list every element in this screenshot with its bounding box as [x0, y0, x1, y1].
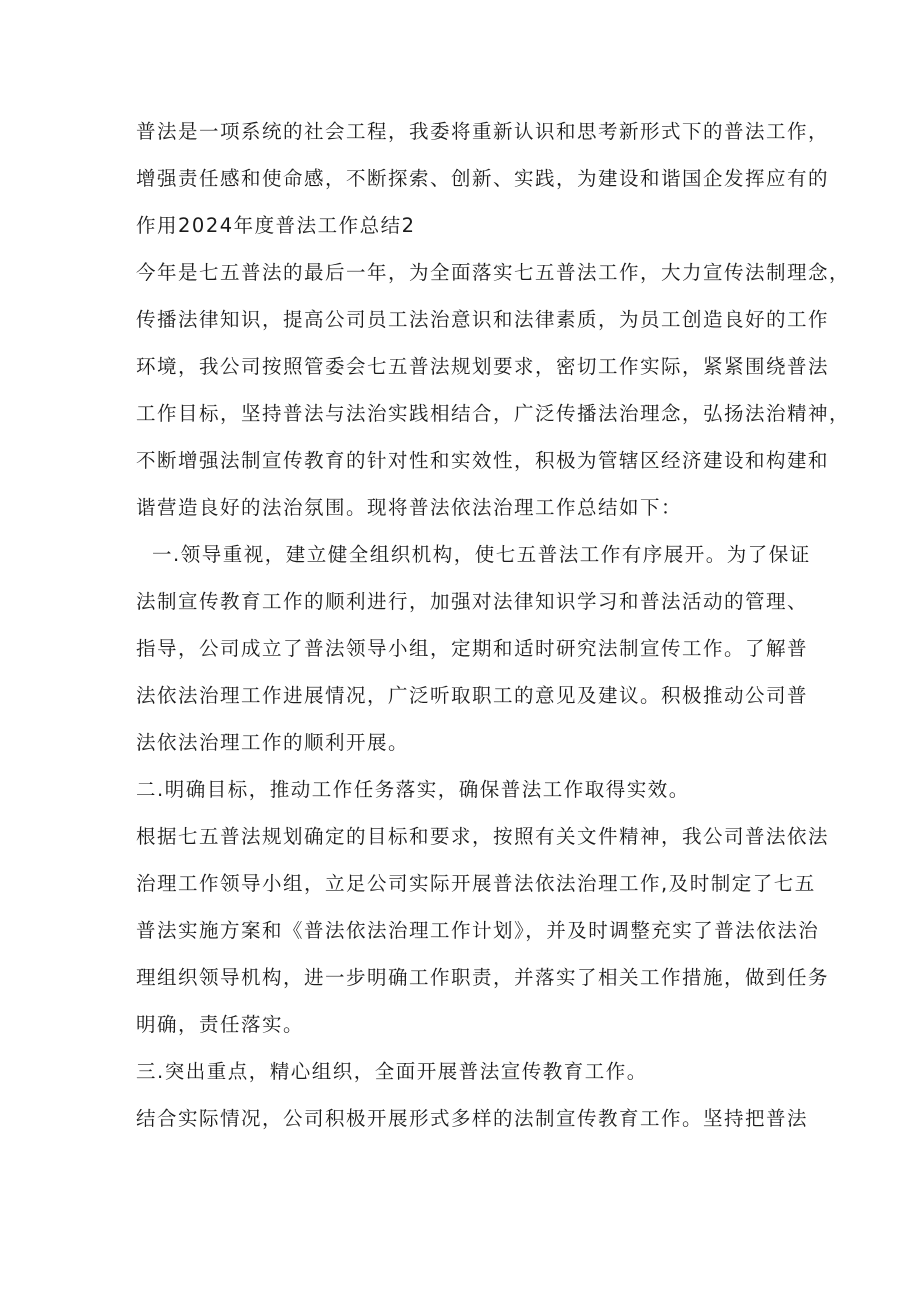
text-line: 工作目标，坚持普法与法治实践相结合，广泛传播法治理念，弘扬法治精神， — [136, 402, 851, 425]
text-line: 普法实施方案和《普法依法治理工作计划》，并及时调整充实了普法依法治 — [136, 919, 820, 942]
text-line: 根据七五普法规划确定的目标和要求，按照有关文件精神，我公司普法依法 — [136, 825, 830, 848]
text-line: 指导，公司成立了普法领导小组，定期和适时研究法制宣传工作。了解普 — [136, 637, 809, 660]
text-line: 法制宣传教育工作的顺利进行，加强对法律知识学习和普法活动的管理、 — [136, 590, 809, 613]
text-line: 法依法治理工作进展情况，广泛听取职工的意见及建议。积极推动公司普 — [136, 684, 809, 707]
section-heading-3: 三.突出重点，精心组织，全面开展普法宣传教育工作。 — [136, 1060, 648, 1083]
text-line: 法依法治理工作的顺利开展。 — [136, 731, 410, 754]
text-line: 今年是七五普法的最后一年，为全面落实七五普法工作，大力宣传法制理念， — [136, 261, 851, 284]
text-line: 增强责任感和使命感，不断探索、创新、实践，为建设和谐国企发挥应有的 — [136, 167, 830, 190]
text-line: 治理工作领导小组，立足公司实际开展普法依法治理工作,及时制定了七五 — [136, 872, 816, 895]
text-line: 普法是一项系统的社会工程，我委将重新认识和思考新形式下的普法工作， — [136, 120, 830, 143]
document-body — [136, 112, 851, 1146]
text-line: 作用2024年度普法工作总结2 — [136, 214, 416, 237]
text-line: 理组织领导机构，进一步明确工作职责，并落实了相关工作措施，做到任务 — [136, 966, 830, 989]
section-heading-2: 二.明确目标，推动工作任务落实，确保普法工作取得实效。 — [136, 778, 690, 801]
text-line: 明确，责任落实。 — [136, 1013, 305, 1036]
text-line: 结合实际情况，公司积极开展形式多样的法制宣传教育工作。坚持把普法 — [136, 1107, 809, 1130]
text-line: 环境，我公司按照管委会七五普法规划要求，密切工作实际，紧紧围绕普法 — [136, 355, 830, 378]
text-line: 不断增强法制宣传教育的针对性和实效性，积极为管辖区经济建设和构建和 — [136, 449, 830, 472]
text-line: 谐营造良好的法治氛围。现将普法依法治理工作总结如下： — [136, 496, 683, 519]
section-heading-1: 一.领导重视，建立健全组织机构，使七五普法工作有序展开。为了保证 — [152, 543, 811, 566]
text-line: 传播法律知识，提高公司员工法治意识和法律素质，为员工创造良好的工作 — [136, 308, 830, 331]
